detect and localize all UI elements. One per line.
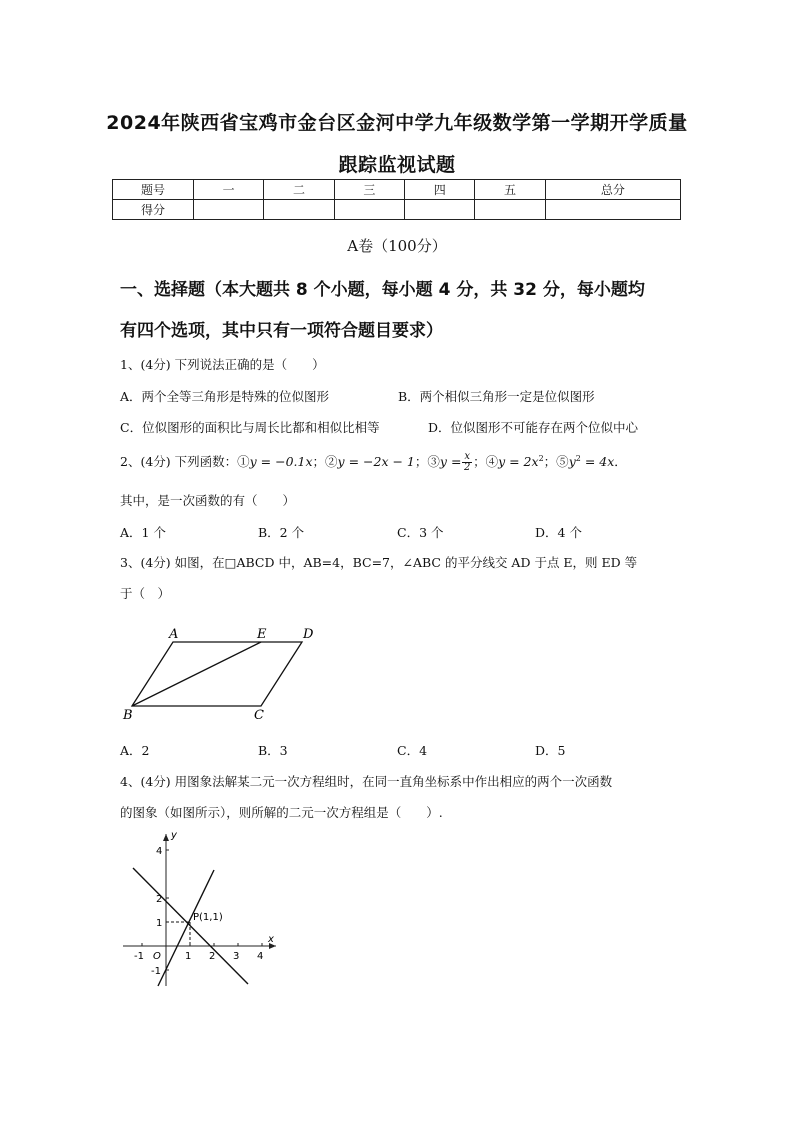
score-cell: 五 xyxy=(475,180,545,200)
section1-heading-line1: 一、选择题（本大题共 8 个小题，每小题 4 分，共 32 分，每小题均 xyxy=(120,280,645,300)
q2-option-c[interactable]: C．3 个 xyxy=(397,525,444,540)
coordinate-graph-figure xyxy=(118,826,288,991)
score-input-cell[interactable] xyxy=(545,200,680,220)
q3-option-b[interactable]: B．3 xyxy=(258,743,288,758)
score-cell: 得分 xyxy=(113,200,194,220)
score-table-header-row xyxy=(113,180,681,200)
q2-option-d[interactable]: D．4 个 xyxy=(535,525,582,540)
x-tick-label: 3 xyxy=(233,951,240,962)
q2-function-3-lhs: y = xyxy=(439,454,462,469)
parallelogram-abcd xyxy=(132,642,302,706)
q3-stem-line1: 3、(4分) 如图，在□ABCD 中，AB=4，BC=7，∠ABC 的平分线交 AD 于点 E，则 ED 等 xyxy=(120,555,638,570)
q2-separator: ；② xyxy=(312,454,338,469)
page-title-line2: 跟踪监视试题 xyxy=(338,154,456,176)
q3-option-a[interactable]: A．2 xyxy=(120,743,150,758)
angle-bisector-be xyxy=(132,642,261,706)
q1-option-b[interactable]: B．两个相似三角形一定是位似图形 xyxy=(398,389,595,404)
vertex-label-c: C xyxy=(254,708,264,723)
origin-label: O xyxy=(153,951,161,962)
y-axis-label: y xyxy=(171,830,177,841)
q2-function-3-fraction xyxy=(462,452,472,473)
q4-stem-line1: 4、(4分) 用图象法解某二元一次方程组时，在同一直角坐标系中作出相应的两个一次函数 xyxy=(120,774,613,789)
vertex-label-a: A xyxy=(169,627,179,642)
x-axis-label: x xyxy=(268,934,274,945)
score-cell: 总分 xyxy=(545,180,680,200)
point-label-e: E xyxy=(257,627,267,642)
x-tick-label: 1 xyxy=(185,951,192,962)
q2-function-4: y = 2x xyxy=(498,454,539,469)
point-p-label: P(1,1) xyxy=(193,912,223,923)
q2-prefix: 2、(4分) 下列函数：① xyxy=(120,454,250,469)
x-tick-label: -1 xyxy=(134,951,144,962)
score-cell: 一 xyxy=(194,180,264,200)
score-input-cell[interactable] xyxy=(194,200,264,220)
q2-separator: ；③ xyxy=(414,454,440,469)
q2-option-a[interactable]: A．1 个 xyxy=(120,525,166,540)
q1-option-a[interactable]: A．两个全等三角形是特殊的位似图形 xyxy=(120,389,330,404)
q1-stem: 1、(4分) 下列说法正确的是（ ） xyxy=(120,357,325,372)
q2-function-4-exponent: 2 xyxy=(538,453,544,463)
score-table xyxy=(112,179,681,220)
y-axis-arrow-icon xyxy=(163,834,169,841)
q1-option-c[interactable]: C．位似图形的面积比与周长比都和相似比相等 xyxy=(120,420,380,435)
q2-separator: ；④ xyxy=(473,454,499,469)
score-input-cell[interactable] xyxy=(264,200,334,220)
q2-end-punct: ． xyxy=(614,454,627,469)
q4-stem-line2: 的图象（如图所示），则所解的二元一次方程组是（ ）. xyxy=(120,805,443,820)
vertex-label-d: D xyxy=(303,627,314,642)
q2-function-1: y = −0.1x xyxy=(249,454,313,469)
q2-separator: ；⑤ xyxy=(543,454,569,469)
parallelogram-figure xyxy=(115,620,335,725)
q2-function-5-lhs: y xyxy=(568,454,576,469)
score-cell: 三 xyxy=(334,180,404,200)
section-a-heading: A卷（100分） xyxy=(347,237,447,255)
x-tick-label: 4 xyxy=(257,951,264,962)
vertex-label-b: B xyxy=(123,708,133,723)
q3-stem-line2: 于（ ） xyxy=(120,586,171,601)
q2-stem xyxy=(120,452,627,473)
score-table-score-row xyxy=(113,200,681,220)
fraction-numerator: x xyxy=(464,451,471,462)
score-input-cell[interactable] xyxy=(475,200,545,220)
score-cell: 四 xyxy=(405,180,475,200)
score-input-cell[interactable] xyxy=(405,200,475,220)
y-tick-label: -1 xyxy=(151,966,161,977)
score-input-cell[interactable] xyxy=(334,200,404,220)
fraction-denominator: 2 xyxy=(464,462,471,473)
q2-function-2: y = −2x − 1 xyxy=(337,454,415,469)
score-cell: 二 xyxy=(264,180,334,200)
y-tick-label: 2 xyxy=(156,894,163,905)
page-title-line1: 2024年陕西省宝鸡市金台区金河中学九年级数学第一学期开学质量 xyxy=(106,112,688,134)
q1-option-d[interactable]: D．位似图形不可能存在两个位似中心 xyxy=(428,420,639,435)
y-tick-label: 1 xyxy=(156,918,163,929)
q2-option-b[interactable]: B．2 个 xyxy=(258,525,305,540)
q3-option-d[interactable]: D．5 xyxy=(535,743,566,758)
q2-line2: 其中，是一次函数的有（ ） xyxy=(120,493,296,508)
x-tick-label: 2 xyxy=(209,951,216,962)
q2-function-5-rhs: = 4x xyxy=(580,454,615,469)
y-tick-label: 4 xyxy=(156,846,163,857)
q3-option-c[interactable]: C．4 xyxy=(397,743,428,758)
section1-heading-line2: 有四个选项，其中只有一项符合题目要求） xyxy=(120,321,443,341)
q2-function-5-exponent: 2 xyxy=(575,453,581,463)
score-cell: 题号 xyxy=(113,180,194,200)
